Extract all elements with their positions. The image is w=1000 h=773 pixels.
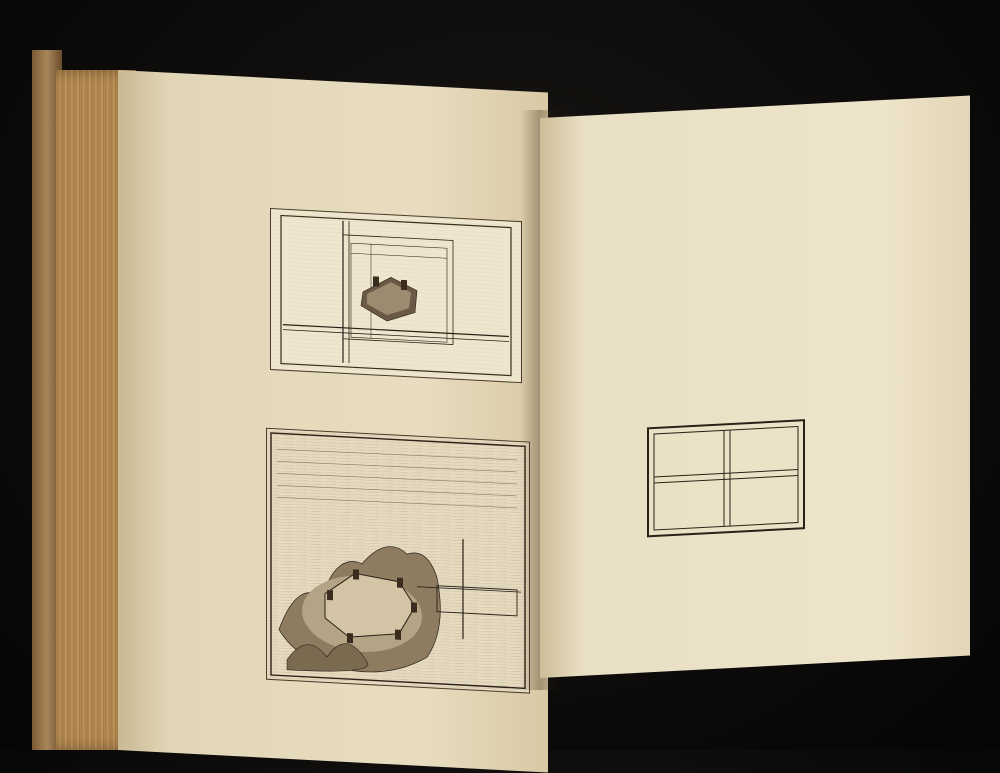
limites-diagram xyxy=(640,413,820,552)
right-page xyxy=(540,95,970,678)
left-page xyxy=(118,70,548,773)
colonia-julia-drawing xyxy=(267,429,529,693)
engraving-camp-plan xyxy=(270,208,522,383)
camp-plan-drawing xyxy=(271,209,521,382)
limites-diagram-drawing xyxy=(640,413,820,552)
engraving-colonia-julia xyxy=(266,428,530,694)
